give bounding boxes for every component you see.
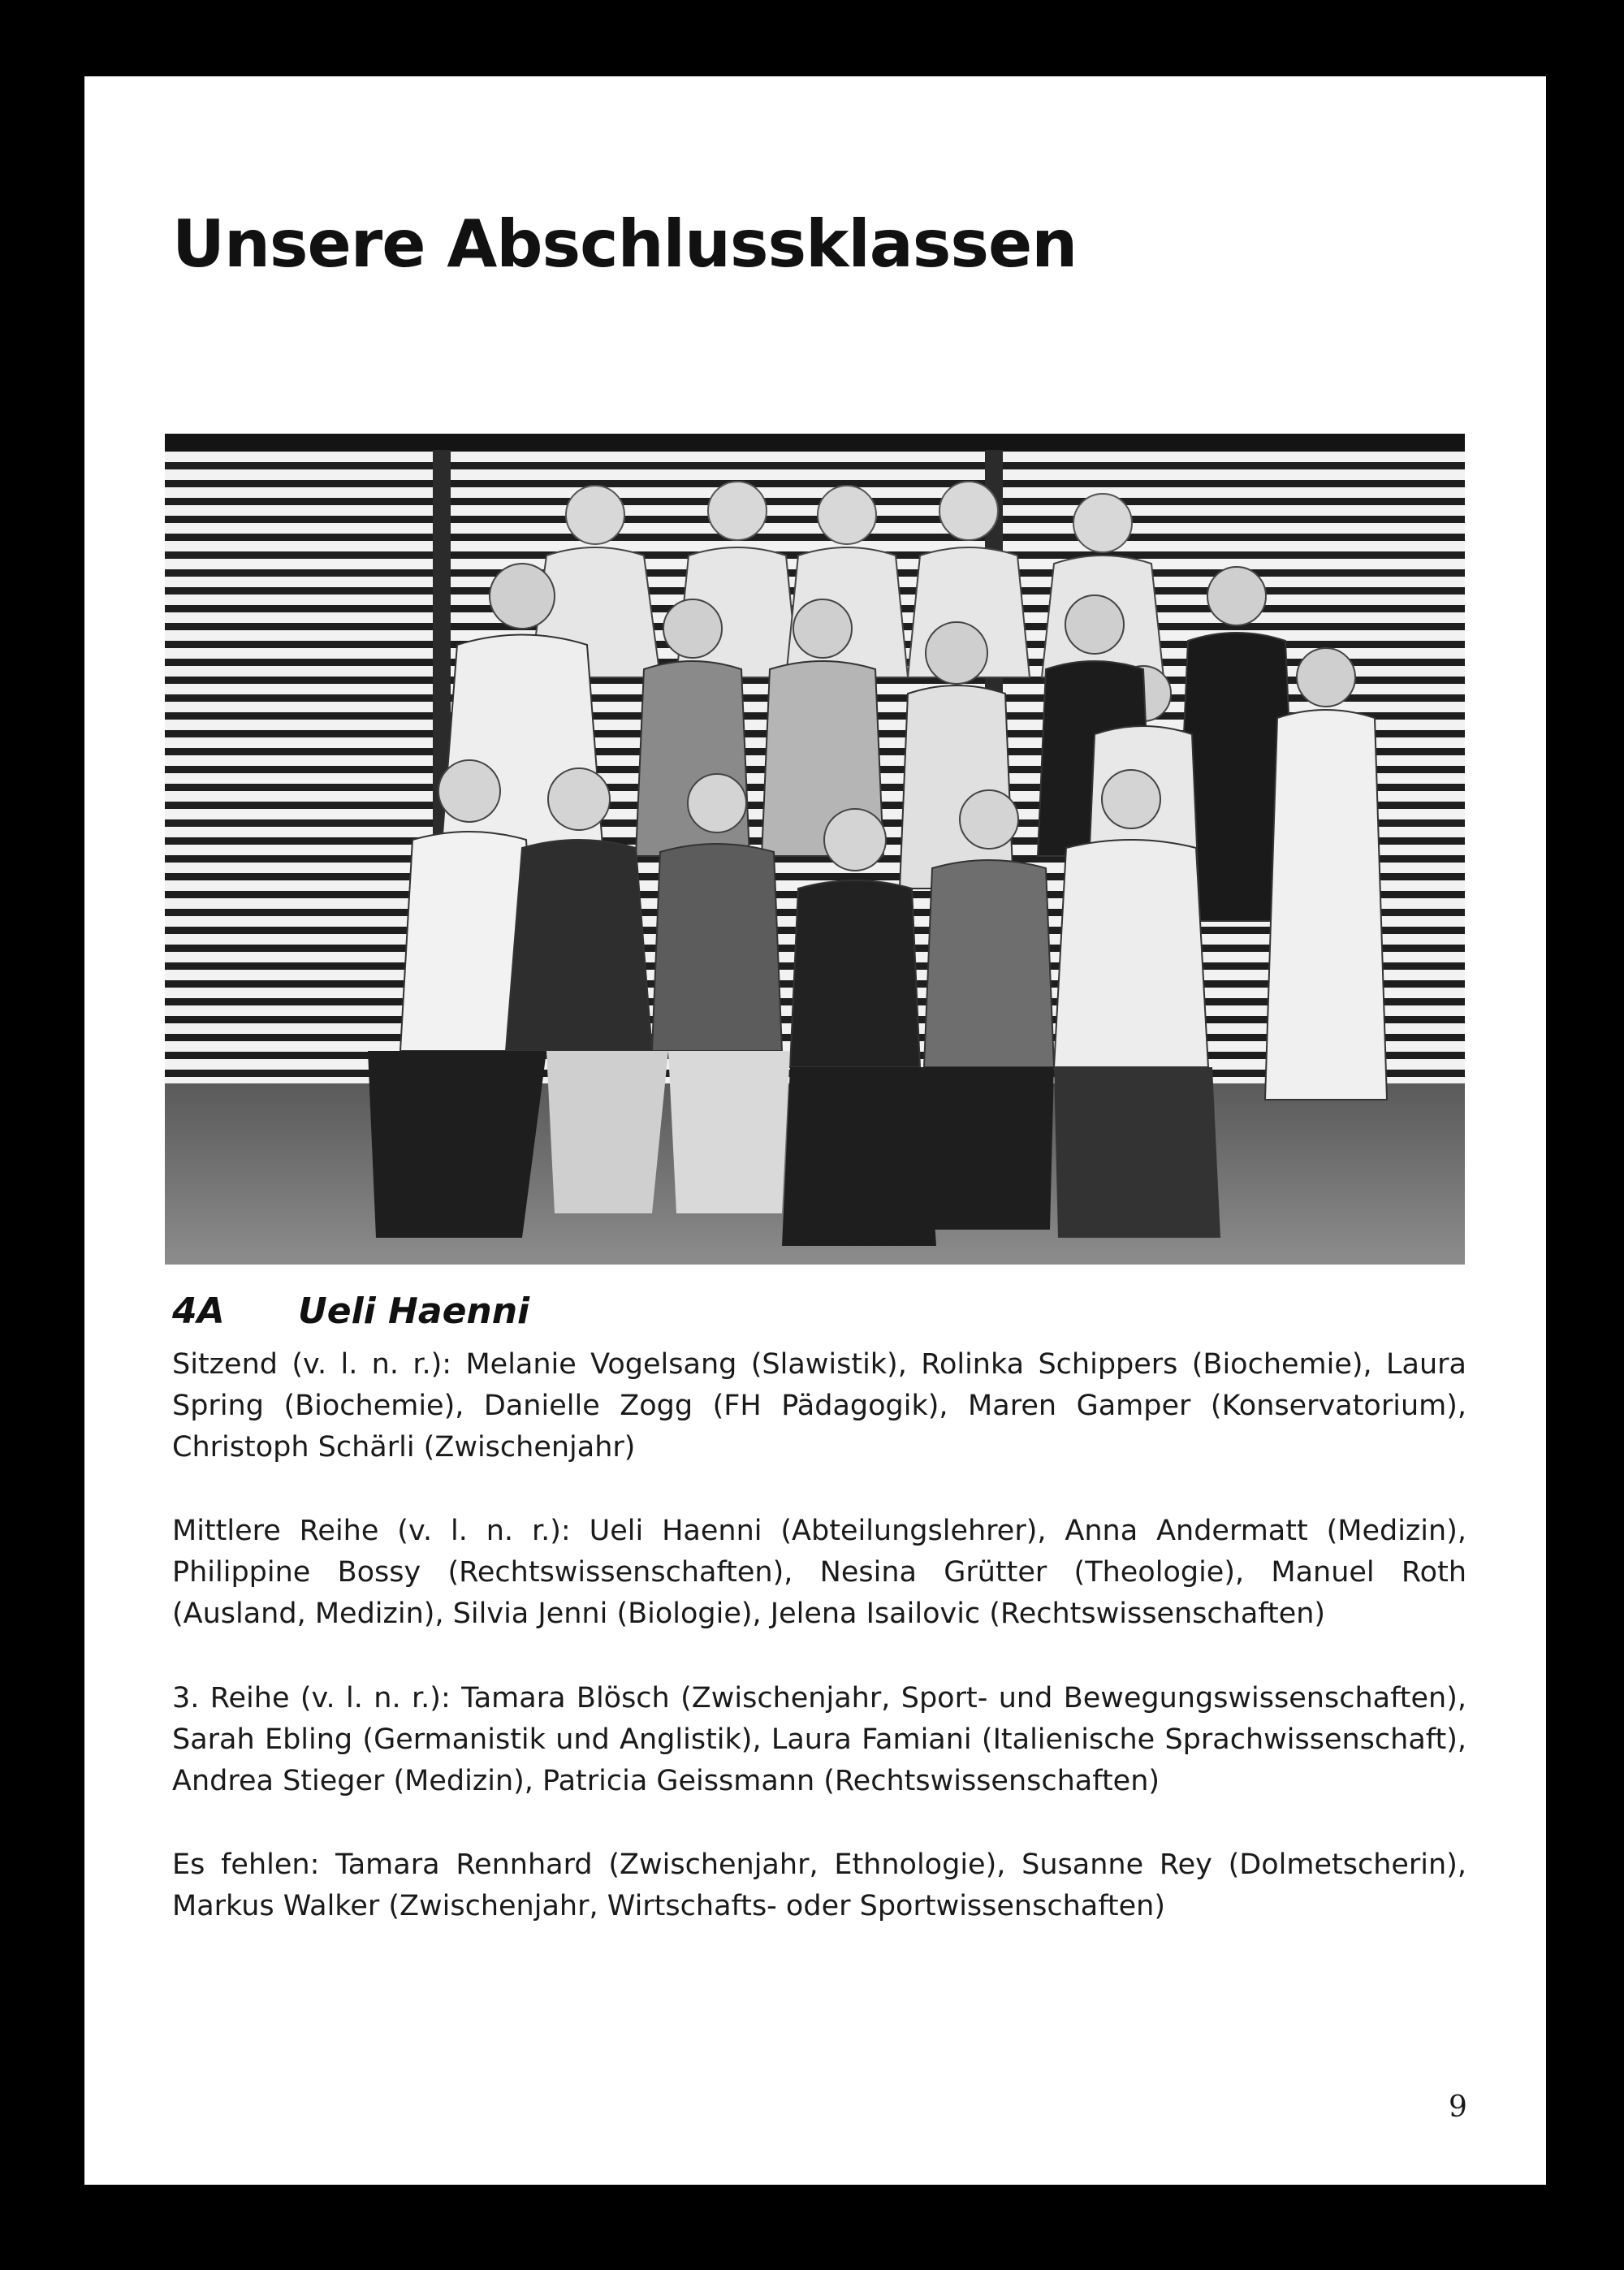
missing-students-paragraph: Es fehlen: Tamara Rennhard (Zwischenjahr, Ethnologie), Susanne Rey (Dolmetscherin), Markus Walker (Zwischenjahr, Wirtschafts- oder Sportwissenschaften) bbox=[172, 1848, 1466, 1922]
page-number: 9 bbox=[1449, 2091, 1467, 2124]
class-heading bbox=[172, 1291, 530, 1332]
middle-row-paragraph: Mittlere Reihe (v. l. n. r.): Ueli Haenni (Abteilungslehrer), Anna Andermatt (Medizin), Philippine Bossy (Rechtswissenschaften), Nesina Grütter (Theologie), Manuel Roth (Ausland, Medizin), Silvia Jenni (Biologie), Jelena Isailovic (Rechtswissenschaften) bbox=[172, 1515, 1466, 1630]
third-row-paragraph: 3. Reihe (v. l. n. r.): Tamara Blösch (Zwischenjahr, Sport- und Bewegungswissenschaften), Sarah Ebling (Germanistik und Anglistik), Laura Famiani (Italienische Sprachwissenschaft), Andrea Stieger (Medizin), Patricia Geissmann (Rechtswissenschaften) bbox=[172, 1682, 1466, 1797]
class-photo bbox=[165, 434, 1465, 1265]
group-photo-icon bbox=[165, 434, 1465, 1265]
class-teacher: Ueli Haenni bbox=[298, 1291, 530, 1332]
page bbox=[84, 76, 1546, 2185]
seated-row-paragraph: Sitzend (v. l. n. r.): Melanie Vogelsang (Slawistik), Rolinka Schippers (Biochemie), Laura Spring (Biochemie), Danielle Zogg (FH Pädagogik), Maren Gamper (Konservatorium), Christoph Schärli (Zwischenjahr) bbox=[172, 1348, 1466, 1464]
class-id: 4A bbox=[172, 1291, 225, 1332]
page-title: Unsere Abschlussklassen bbox=[172, 206, 1078, 282]
